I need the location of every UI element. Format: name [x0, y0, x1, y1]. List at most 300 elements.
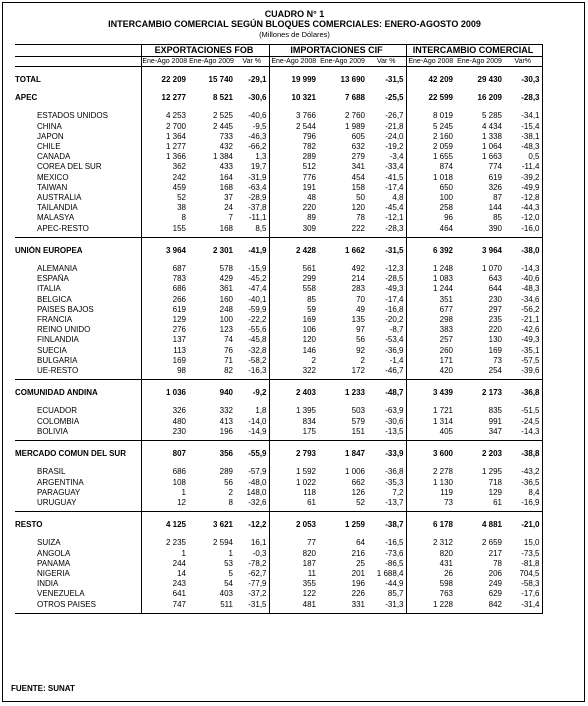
value-cell: 686 [141, 284, 188, 294]
value-cell: 1 006 [344, 467, 365, 477]
value-cell: -46,7 [385, 366, 404, 376]
spacer-cell [367, 512, 406, 521]
value-cell: 4 881 [481, 520, 502, 530]
value-cell: 1 295 [481, 467, 502, 477]
spacer-cell [455, 256, 504, 264]
spacer-cell [141, 67, 188, 76]
spacer-cell [188, 85, 235, 93]
value-cell: -38,8 [504, 449, 542, 459]
spacer-cell [318, 441, 367, 450]
value-cell: 1 338 [481, 131, 502, 141]
value-cell: 56 [356, 335, 365, 345]
value-cell: 1 [228, 548, 233, 558]
value-cell: 459 [141, 183, 188, 193]
spacer-cell [188, 512, 235, 521]
section-row [15, 449, 542, 459]
value-cell: 191 [269, 183, 318, 193]
column-header: Ene-Ago 2008 [269, 57, 318, 67]
value-cell: 1 228 [406, 600, 455, 610]
value-cell: 2 544 [269, 122, 318, 132]
value-cell: 15,0 [504, 538, 542, 548]
spacer-cell [367, 67, 406, 76]
value-cell: 2 059 [406, 142, 455, 152]
spacer-cell [15, 398, 141, 406]
value-cell: -19,2 [385, 142, 404, 152]
value-cell: 283 [351, 284, 365, 294]
value-cell: 168 [219, 182, 233, 192]
spacer-cell [455, 237, 504, 246]
value-cell: 92 [356, 345, 365, 355]
spacer-cell [141, 441, 188, 450]
row-label: APEC [15, 93, 38, 103]
value-cell: 1 083 [406, 274, 455, 284]
country-row [15, 142, 542, 152]
value-cell: -28,3 [385, 223, 404, 233]
spacer-cell [269, 398, 318, 406]
value-cell: 405 [406, 427, 455, 437]
value-cell: 206 [488, 568, 502, 578]
value-cell: 26 [406, 569, 455, 579]
value-cell: -40,6 [504, 274, 542, 284]
spacer-cell [406, 256, 455, 264]
country-row [15, 315, 542, 325]
spacer-cell [318, 103, 367, 111]
value-cell: 3 964 [481, 245, 502, 255]
spacer-cell [15, 530, 141, 538]
value-cell: -49,9 [504, 183, 542, 193]
value-cell: 249 [488, 579, 502, 589]
divider-cell [367, 610, 406, 614]
spacer-cell [406, 530, 455, 538]
value-cell: -37,8 [248, 203, 267, 213]
spacer-cell [188, 103, 235, 111]
value-cell: 1 662 [344, 245, 365, 255]
value-cell: 820 [269, 549, 318, 559]
spacer-cell [269, 256, 318, 264]
value-cell: -73,5 [504, 549, 542, 559]
value-cell: -36,8 [504, 388, 542, 398]
value-cell: 1 248 [406, 264, 455, 274]
value-cell: 383 [406, 325, 455, 335]
value-cell: 148,0 [246, 487, 267, 497]
value-cell: 73 [406, 498, 455, 508]
value-cell: -8,7 [389, 325, 404, 335]
spacer-cell [367, 103, 406, 111]
value-cell: 70 [356, 294, 365, 304]
value-cell: 120 [351, 203, 365, 213]
row-label: MERCADO COMUN DEL SUR [15, 449, 126, 459]
value-cell: -48,3 [504, 284, 542, 294]
value-cell: -12,8 [504, 193, 542, 203]
value-cell: -49,3 [504, 335, 542, 345]
spacer-cell [504, 459, 542, 467]
value-cell: -12,2 [248, 520, 267, 530]
value-cell: 49 [356, 304, 365, 314]
value-cell: 73 [493, 355, 502, 365]
value-cell: 3 600 [406, 449, 455, 459]
country-row [15, 366, 542, 376]
value-cell: 260 [406, 346, 455, 356]
spacer-cell [406, 103, 455, 111]
value-cell: -53,4 [385, 335, 404, 345]
value-cell: 220 [488, 325, 502, 335]
value-cell: 52 [141, 193, 188, 203]
value-cell: 431 [406, 559, 455, 569]
value-cell: 48 [269, 193, 318, 203]
spacer-cell [235, 398, 269, 406]
row-label: BELGICA [37, 294, 72, 304]
value-cell: 842 [488, 599, 502, 609]
value-cell: -44,3 [504, 203, 542, 213]
spacer-cell [15, 67, 141, 76]
value-cell: 1 655 [406, 152, 455, 162]
value-cell: 13 690 [340, 75, 365, 84]
spacer-cell [367, 459, 406, 467]
value-cell: -48,7 [385, 388, 404, 398]
value-cell: 235 [488, 315, 502, 325]
row-label: ECUADOR [37, 406, 78, 416]
value-cell: 230 [488, 294, 502, 304]
country-row [15, 498, 542, 508]
row-label: JAPON [37, 131, 64, 141]
row-label: CANADA [37, 152, 71, 162]
value-cell: -25,5 [385, 93, 404, 103]
spacer-cell [504, 103, 542, 111]
value-cell: 2 403 [269, 388, 318, 398]
row-label: FINLANDIA [37, 335, 79, 345]
value-cell: 355 [269, 579, 318, 589]
value-cell: 155 [141, 224, 188, 234]
value-cell: 226 [351, 589, 365, 599]
value-cell: 137 [141, 335, 188, 345]
value-cell: -17,4 [385, 294, 404, 304]
value-cell: 120 [269, 335, 318, 345]
value-cell: 464 [406, 224, 455, 234]
value-cell: 160 [219, 294, 233, 304]
value-cell: -21,1 [504, 315, 542, 325]
value-cell: 8,5 [255, 223, 267, 233]
value-cell: 3 439 [406, 388, 455, 398]
value-cell: 77 [269, 538, 318, 548]
value-cell: 297 [488, 304, 502, 314]
country-row [15, 295, 542, 305]
value-cell: 718 [488, 477, 502, 487]
value-cell: 100 [219, 315, 233, 325]
value-cell: 598 [406, 579, 455, 589]
value-cell: 37 [224, 193, 233, 203]
group-header-row [15, 45, 542, 57]
value-cell: -3,4 [389, 152, 404, 162]
value-cell: 12 [141, 498, 188, 508]
row-label: ITALIA [37, 284, 61, 294]
spacer-cell [235, 380, 269, 389]
spacer-cell [235, 67, 269, 76]
value-cell: 1 688,4 [376, 568, 404, 578]
value-cell: 22 209 [141, 75, 188, 85]
value-cell: 78 [493, 558, 502, 568]
spacer-cell [15, 459, 141, 467]
value-cell: 480 [141, 417, 188, 427]
value-cell: 71 [224, 355, 233, 365]
country-row [15, 488, 542, 498]
row-label: PANAMA [37, 558, 71, 568]
row-label: ARGENTINA [37, 477, 84, 487]
divider-cell [455, 610, 504, 614]
value-cell: -32,6 [248, 497, 267, 507]
row-label: VENEZUELA [37, 589, 85, 599]
value-cell: 5 245 [406, 122, 455, 132]
spacer-row [15, 256, 542, 264]
spacer-cell [15, 103, 141, 111]
spacer-cell [367, 85, 406, 93]
value-cell: -39,2 [504, 173, 542, 183]
value-cell: -81,8 [504, 559, 542, 569]
value-cell: 2 160 [406, 132, 455, 142]
value-cell: 85 [493, 213, 502, 223]
value-cell: -63,4 [248, 182, 267, 192]
section-row [15, 93, 542, 103]
value-cell: -58,2 [248, 355, 267, 365]
value-cell: -16,0 [504, 224, 542, 234]
value-cell: -62,7 [248, 568, 267, 578]
value-cell: 8,4 [504, 488, 542, 498]
value-cell: 108 [141, 478, 188, 488]
value-cell: 100 [406, 193, 455, 203]
value-cell: -13,5 [385, 426, 404, 436]
value-cell: 351 [406, 295, 455, 305]
value-cell: -22,2 [248, 315, 267, 325]
row-label: CHINA [37, 121, 62, 131]
column-header: Ene-Ago 2009 [189, 58, 234, 65]
value-cell: 54 [224, 579, 233, 589]
value-cell: 42 209 [406, 75, 455, 85]
value-cell: -56,2 [504, 305, 542, 315]
spacer-cell [367, 530, 406, 538]
spacer-cell [141, 398, 188, 406]
value-cell: 38 [141, 203, 188, 213]
value-cell: 874 [406, 162, 455, 172]
value-cell: -13,7 [385, 497, 404, 507]
value-cell: 763 [406, 589, 455, 599]
value-cell: 64 [356, 538, 365, 548]
value-cell: 331 [351, 599, 365, 609]
value-cell: 50 [356, 193, 365, 203]
country-row [15, 152, 542, 162]
value-cell: 266 [141, 295, 188, 305]
value-cell: 78 [356, 213, 365, 223]
value-cell: -9,5 [252, 121, 267, 131]
value-cell: 56 [224, 477, 233, 487]
spacer-cell [406, 67, 455, 76]
value-cell: -21,0 [504, 520, 542, 530]
value-cell: -31,5 [385, 245, 404, 255]
spacer-cell [406, 398, 455, 406]
value-cell: 29 430 [477, 75, 502, 84]
spacer-cell [15, 512, 141, 521]
country-row [15, 559, 542, 569]
value-cell: -31,4 [504, 600, 542, 610]
row-label: AUSTRALIA [37, 193, 82, 203]
value-cell: 146 [269, 346, 318, 356]
value-cell: 98 [141, 366, 188, 376]
spacer-cell [318, 380, 367, 389]
value-cell: 820 [406, 549, 455, 559]
value-cell: 413 [219, 416, 233, 426]
value-cell: 492 [351, 264, 365, 274]
spacer-row [15, 380, 542, 389]
spacer-cell [188, 256, 235, 264]
spacer-cell [269, 85, 318, 93]
row-label: COMUNIDAD ANDINA [15, 388, 98, 398]
value-cell: 135 [351, 315, 365, 325]
value-cell: 25 [356, 558, 365, 568]
value-cell: -29,1 [248, 75, 267, 84]
spacer-cell [455, 103, 504, 111]
value-cell: 5 285 [481, 111, 502, 121]
value-cell: 187 [269, 559, 318, 569]
value-cell: -14,0 [248, 416, 267, 426]
group-header: EXPORTACIONES FOB [141, 45, 269, 57]
value-cell: -45,4 [385, 203, 404, 213]
value-cell: 2 760 [344, 111, 365, 121]
spacer-row [15, 459, 542, 467]
value-cell: 4,8 [392, 193, 404, 203]
row-label: BOLIVIA [37, 426, 69, 436]
value-cell: 220 [269, 203, 318, 213]
spacer-cell [504, 530, 542, 538]
column-header: Var% [504, 57, 542, 67]
value-cell: 2 700 [141, 122, 188, 132]
value-cell: 16,1 [250, 538, 267, 548]
value-cell: 2 445 [212, 121, 233, 131]
table-bottom-rule [15, 610, 542, 614]
value-cell: -77,9 [248, 579, 267, 589]
value-cell: 129 [488, 487, 502, 497]
value-cell: 677 [406, 305, 455, 315]
spacer-cell [141, 103, 188, 111]
value-cell: 118 [269, 488, 318, 498]
value-cell: 123 [219, 325, 233, 335]
spacer-cell [318, 512, 367, 521]
spacer-cell [188, 398, 235, 406]
value-cell: -16,5 [385, 538, 404, 548]
value-cell: 6 178 [406, 520, 455, 530]
value-cell: 309 [269, 224, 318, 234]
value-cell: 168 [219, 223, 233, 233]
value-cell: -11,1 [248, 213, 267, 223]
spacer-cell [188, 237, 235, 246]
value-cell: 106 [269, 325, 318, 335]
spacer-cell [269, 67, 318, 76]
spacer-cell [504, 67, 542, 76]
value-cell: -45,8 [248, 335, 267, 345]
divider-cell [235, 610, 269, 614]
spacer-cell [269, 441, 318, 450]
value-cell: -0,3 [252, 548, 267, 558]
value-cell: -40,6 [248, 111, 267, 121]
spacer-cell [141, 512, 188, 521]
row-label: APEC-RESTO [37, 223, 89, 233]
divider-cell [15, 610, 141, 614]
value-cell: 2 173 [481, 388, 502, 398]
spacer-cell [406, 512, 455, 521]
value-cell: -34,6 [504, 295, 542, 305]
value-cell: 257 [406, 335, 455, 345]
value-cell: -38,1 [504, 132, 542, 142]
value-cell: 2 [269, 356, 318, 366]
value-cell: -57,5 [504, 356, 542, 366]
row-label: URUGUAY [37, 497, 77, 507]
country-row [15, 305, 542, 315]
value-cell: 1 036 [141, 388, 188, 398]
value-cell: 7 688 [344, 93, 365, 103]
value-cell: 2 312 [406, 538, 455, 548]
row-label: TAILANDIA [37, 203, 78, 213]
row-label: BULGARIA [37, 355, 78, 365]
spacer-row [15, 85, 542, 93]
row-label: SUIZA [37, 538, 61, 548]
value-cell: -35,1 [504, 346, 542, 356]
value-cell: -73,6 [385, 548, 404, 558]
spacer-cell [504, 237, 542, 246]
value-cell: 2 203 [481, 449, 502, 459]
value-cell: -35,3 [385, 477, 404, 487]
spacer-cell [318, 530, 367, 538]
spacer-cell [455, 398, 504, 406]
value-cell: 1 314 [406, 417, 455, 427]
spacer-cell [504, 441, 542, 450]
value-cell: 113 [141, 346, 188, 356]
value-cell: 733 [219, 131, 233, 141]
value-cell: -28,9 [248, 193, 267, 203]
value-cell: 171 [406, 356, 455, 366]
value-cell: 390 [488, 223, 502, 233]
value-cell: 605 [351, 131, 365, 141]
spacer-cell [15, 85, 141, 93]
value-cell: -15,4 [504, 122, 542, 132]
value-cell: 12 277 [141, 93, 188, 103]
country-row [15, 183, 542, 193]
value-cell: 2 793 [269, 449, 318, 459]
value-cell: 126 [351, 487, 365, 497]
trade-table [15, 44, 543, 614]
value-cell: 230 [141, 427, 188, 437]
spacer-cell [15, 237, 141, 246]
row-label: INDIA [37, 579, 59, 589]
spacer-row [15, 67, 542, 76]
value-cell: -14,9 [248, 426, 267, 436]
value-cell: -55,6 [248, 325, 267, 335]
value-cell: 632 [351, 142, 365, 152]
value-cell: 1,8 [255, 406, 267, 416]
value-cell: -55,9 [248, 449, 267, 459]
spacer-cell [504, 85, 542, 93]
spacer-cell [235, 530, 269, 538]
table-title: INTERCAMBIO COMERCIAL SEGÚN BLOQUES COMERCIALES: ENERO-AGOSTO 2009 [108, 19, 481, 29]
value-cell: 2 659 [481, 538, 502, 548]
value-cell: 432 [219, 142, 233, 152]
row-label: REINO UNIDO [37, 325, 91, 335]
header-blank [15, 45, 141, 57]
value-cell: 53 [224, 558, 233, 568]
spacer-cell [188, 459, 235, 467]
column-header: Var % [235, 57, 269, 67]
row-label: COLOMBIA [37, 416, 80, 426]
country-row [15, 538, 542, 548]
value-cell: 22 599 [406, 93, 455, 103]
source-note: FUENTE: SUNAT [11, 684, 75, 693]
value-cell: 217 [488, 548, 502, 558]
